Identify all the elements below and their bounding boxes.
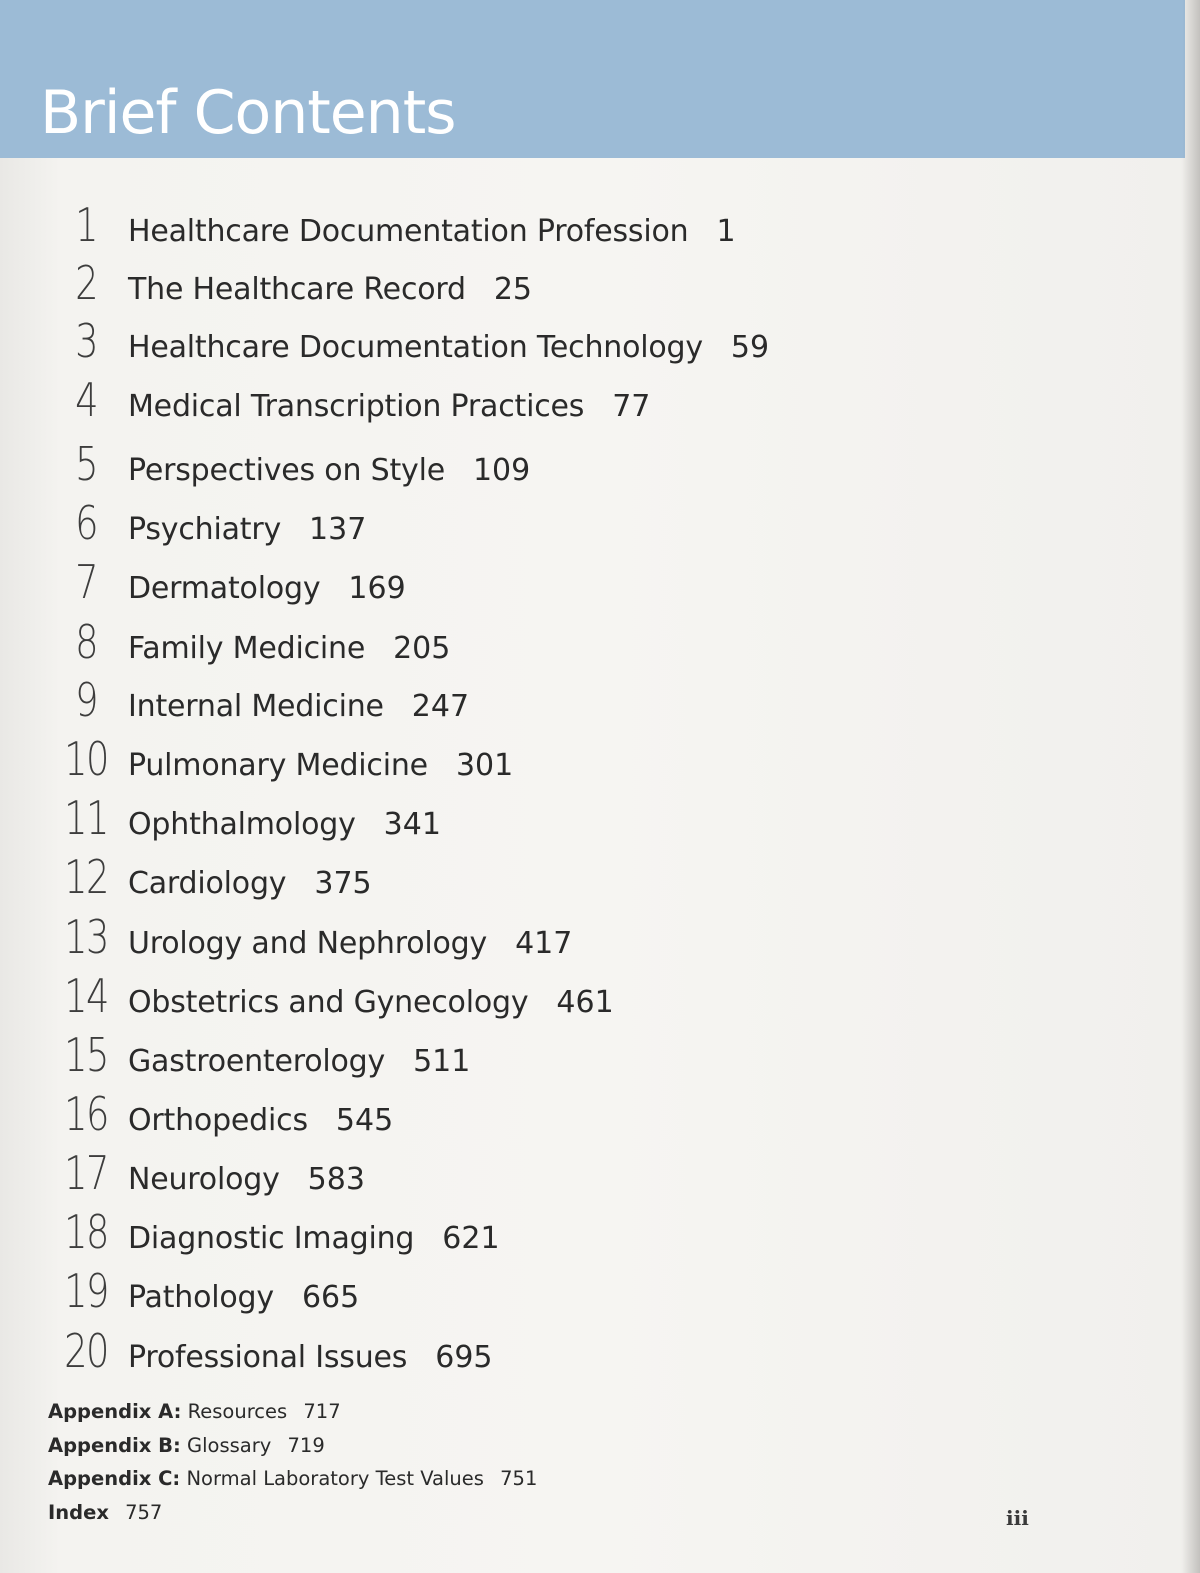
chapter-page-number: 247 <box>411 689 470 724</box>
chapter-title: Cardiology <box>128 866 287 901</box>
chapter-page-number: 461 <box>556 985 614 1020</box>
chapter-title: Family Medicine <box>128 631 366 666</box>
chapter-number: 14 <box>64 969 108 1023</box>
chapter-title: Obstetrics and Gynecology <box>128 985 529 1020</box>
page-folio: iii <box>1006 1506 1029 1530</box>
chapter-page-number: 621 <box>442 1221 500 1256</box>
chapter-title: Perspectives on Style <box>128 453 445 488</box>
chapter-entry[interactable] <box>44 1264 359 1320</box>
chapter-page-number: 77 <box>612 389 651 424</box>
appendix-label: Appendix C: <box>48 1467 181 1490</box>
chapter-title: Ophthalmology <box>128 807 356 842</box>
chapter-entry[interactable] <box>44 969 614 1025</box>
appendix-page-number: 719 <box>287 1433 325 1457</box>
chapter-number: 17 <box>64 1146 108 1200</box>
chapter-entry[interactable] <box>44 1205 500 1261</box>
chapter-number: 7 <box>75 555 97 609</box>
chapter-title: Medical Transcription Practices <box>128 389 585 424</box>
chapter-number: 13 <box>64 910 108 964</box>
chapter-entry[interactable] <box>44 198 736 254</box>
chapter-page-number: 169 <box>348 571 406 606</box>
appendix-title: Normal Laboratory Test Values <box>186 1467 484 1490</box>
chapter-entry[interactable] <box>44 1028 470 1084</box>
chapter-number: 19 <box>64 1264 108 1318</box>
chapter-entry[interactable] <box>44 437 530 493</box>
page-edge-shadow <box>1182 0 1200 1573</box>
chapter-number: 5 <box>75 437 97 491</box>
chapter-title: Orthopedics <box>128 1103 308 1138</box>
chapter-entry[interactable] <box>44 615 450 671</box>
chapter-number: 11 <box>64 791 108 845</box>
appendix-label: Appendix A: <box>48 1400 182 1423</box>
index-page-number: 757 <box>125 1500 163 1524</box>
chapter-entry[interactable] <box>44 256 532 312</box>
chapter-entry[interactable] <box>44 555 406 611</box>
index-label: Index <box>48 1500 109 1524</box>
chapter-number: 1 <box>75 198 97 252</box>
chapter-entry[interactable] <box>44 732 513 788</box>
chapter-page-number: 583 <box>307 1162 365 1197</box>
appendix-title: Glossary <box>187 1433 272 1457</box>
appendix-entry[interactable] <box>48 1434 537 1468</box>
chapter-entry[interactable] <box>44 673 469 729</box>
chapter-number: 15 <box>64 1028 108 1082</box>
chapter-entry[interactable] <box>44 496 366 552</box>
chapter-title: Professional Issues <box>128 1340 408 1375</box>
chapter-number: 8 <box>75 615 97 669</box>
chapter-entry[interactable] <box>44 314 769 370</box>
chapter-title: Healthcare Documentation Profession <box>128 214 689 249</box>
index-entry[interactable] <box>48 1501 537 1535</box>
chapter-title: The Healthcare Record <box>128 272 466 307</box>
chapter-page-number: 137 <box>309 512 367 547</box>
chapter-page-number: 695 <box>435 1340 493 1375</box>
chapter-title: Neurology <box>128 1162 280 1197</box>
chapter-page-number: 511 <box>413 1044 471 1079</box>
chapter-entry[interactable] <box>44 791 441 847</box>
chapter-title: Pathology <box>128 1280 274 1315</box>
chapter-title: Healthcare Documentation Technology <box>128 330 703 365</box>
chapter-page-number: 417 <box>515 926 573 961</box>
chapter-number: 10 <box>64 732 108 786</box>
appendix-title: Resources <box>187 1400 288 1423</box>
chapter-entry[interactable] <box>44 1146 365 1202</box>
chapter-page-number: 301 <box>455 748 514 783</box>
chapter-entry[interactable] <box>44 1324 493 1380</box>
chapter-page-number: 59 <box>730 330 770 365</box>
chapter-number: 12 <box>64 850 108 904</box>
chapter-page-number: 341 <box>383 807 441 842</box>
chapter-title: Internal Medicine <box>128 689 384 724</box>
appendix-entry[interactable] <box>48 1400 537 1434</box>
chapter-entry[interactable] <box>44 1087 393 1143</box>
appendix-page-number: 717 <box>303 1400 341 1423</box>
chapter-number: 9 <box>75 673 97 727</box>
chapter-page-number: 545 <box>335 1103 394 1138</box>
chapter-page-number: 205 <box>393 631 451 666</box>
chapter-page-number: 25 <box>493 272 533 307</box>
chapter-number: 18 <box>64 1205 108 1259</box>
chapter-entry[interactable] <box>44 850 372 906</box>
chapter-number: 16 <box>64 1087 108 1141</box>
chapter-title: Diagnostic Imaging <box>128 1221 415 1256</box>
appendix-label: Appendix B: <box>48 1433 181 1457</box>
chapter-entry[interactable] <box>44 373 650 429</box>
chapter-title: Psychiatry <box>128 512 282 547</box>
chapter-page-number: 1 <box>716 214 736 249</box>
back-matter-list <box>48 1400 537 1534</box>
chapter-number: 6 <box>75 496 97 550</box>
chapter-title: Dermatology <box>128 571 321 606</box>
chapter-title: Urology and Nephrology <box>128 926 488 961</box>
chapter-page-number: 109 <box>472 453 531 488</box>
chapter-number: 2 <box>75 256 97 310</box>
appendix-page-number: 751 <box>500 1467 538 1490</box>
chapter-page-number: 665 <box>301 1280 360 1315</box>
appendix-entry[interactable] <box>48 1467 537 1501</box>
chapter-number: 20 <box>64 1324 108 1378</box>
chapter-entry[interactable] <box>44 910 572 966</box>
chapter-number: 4 <box>75 373 97 427</box>
page-title: Brief Contents <box>40 78 456 148</box>
chapter-number: 3 <box>75 314 97 368</box>
chapter-title: Pulmonary Medicine <box>128 748 428 783</box>
chapter-page-number: 375 <box>314 866 372 901</box>
chapter-title: Gastroenterology <box>128 1044 386 1079</box>
